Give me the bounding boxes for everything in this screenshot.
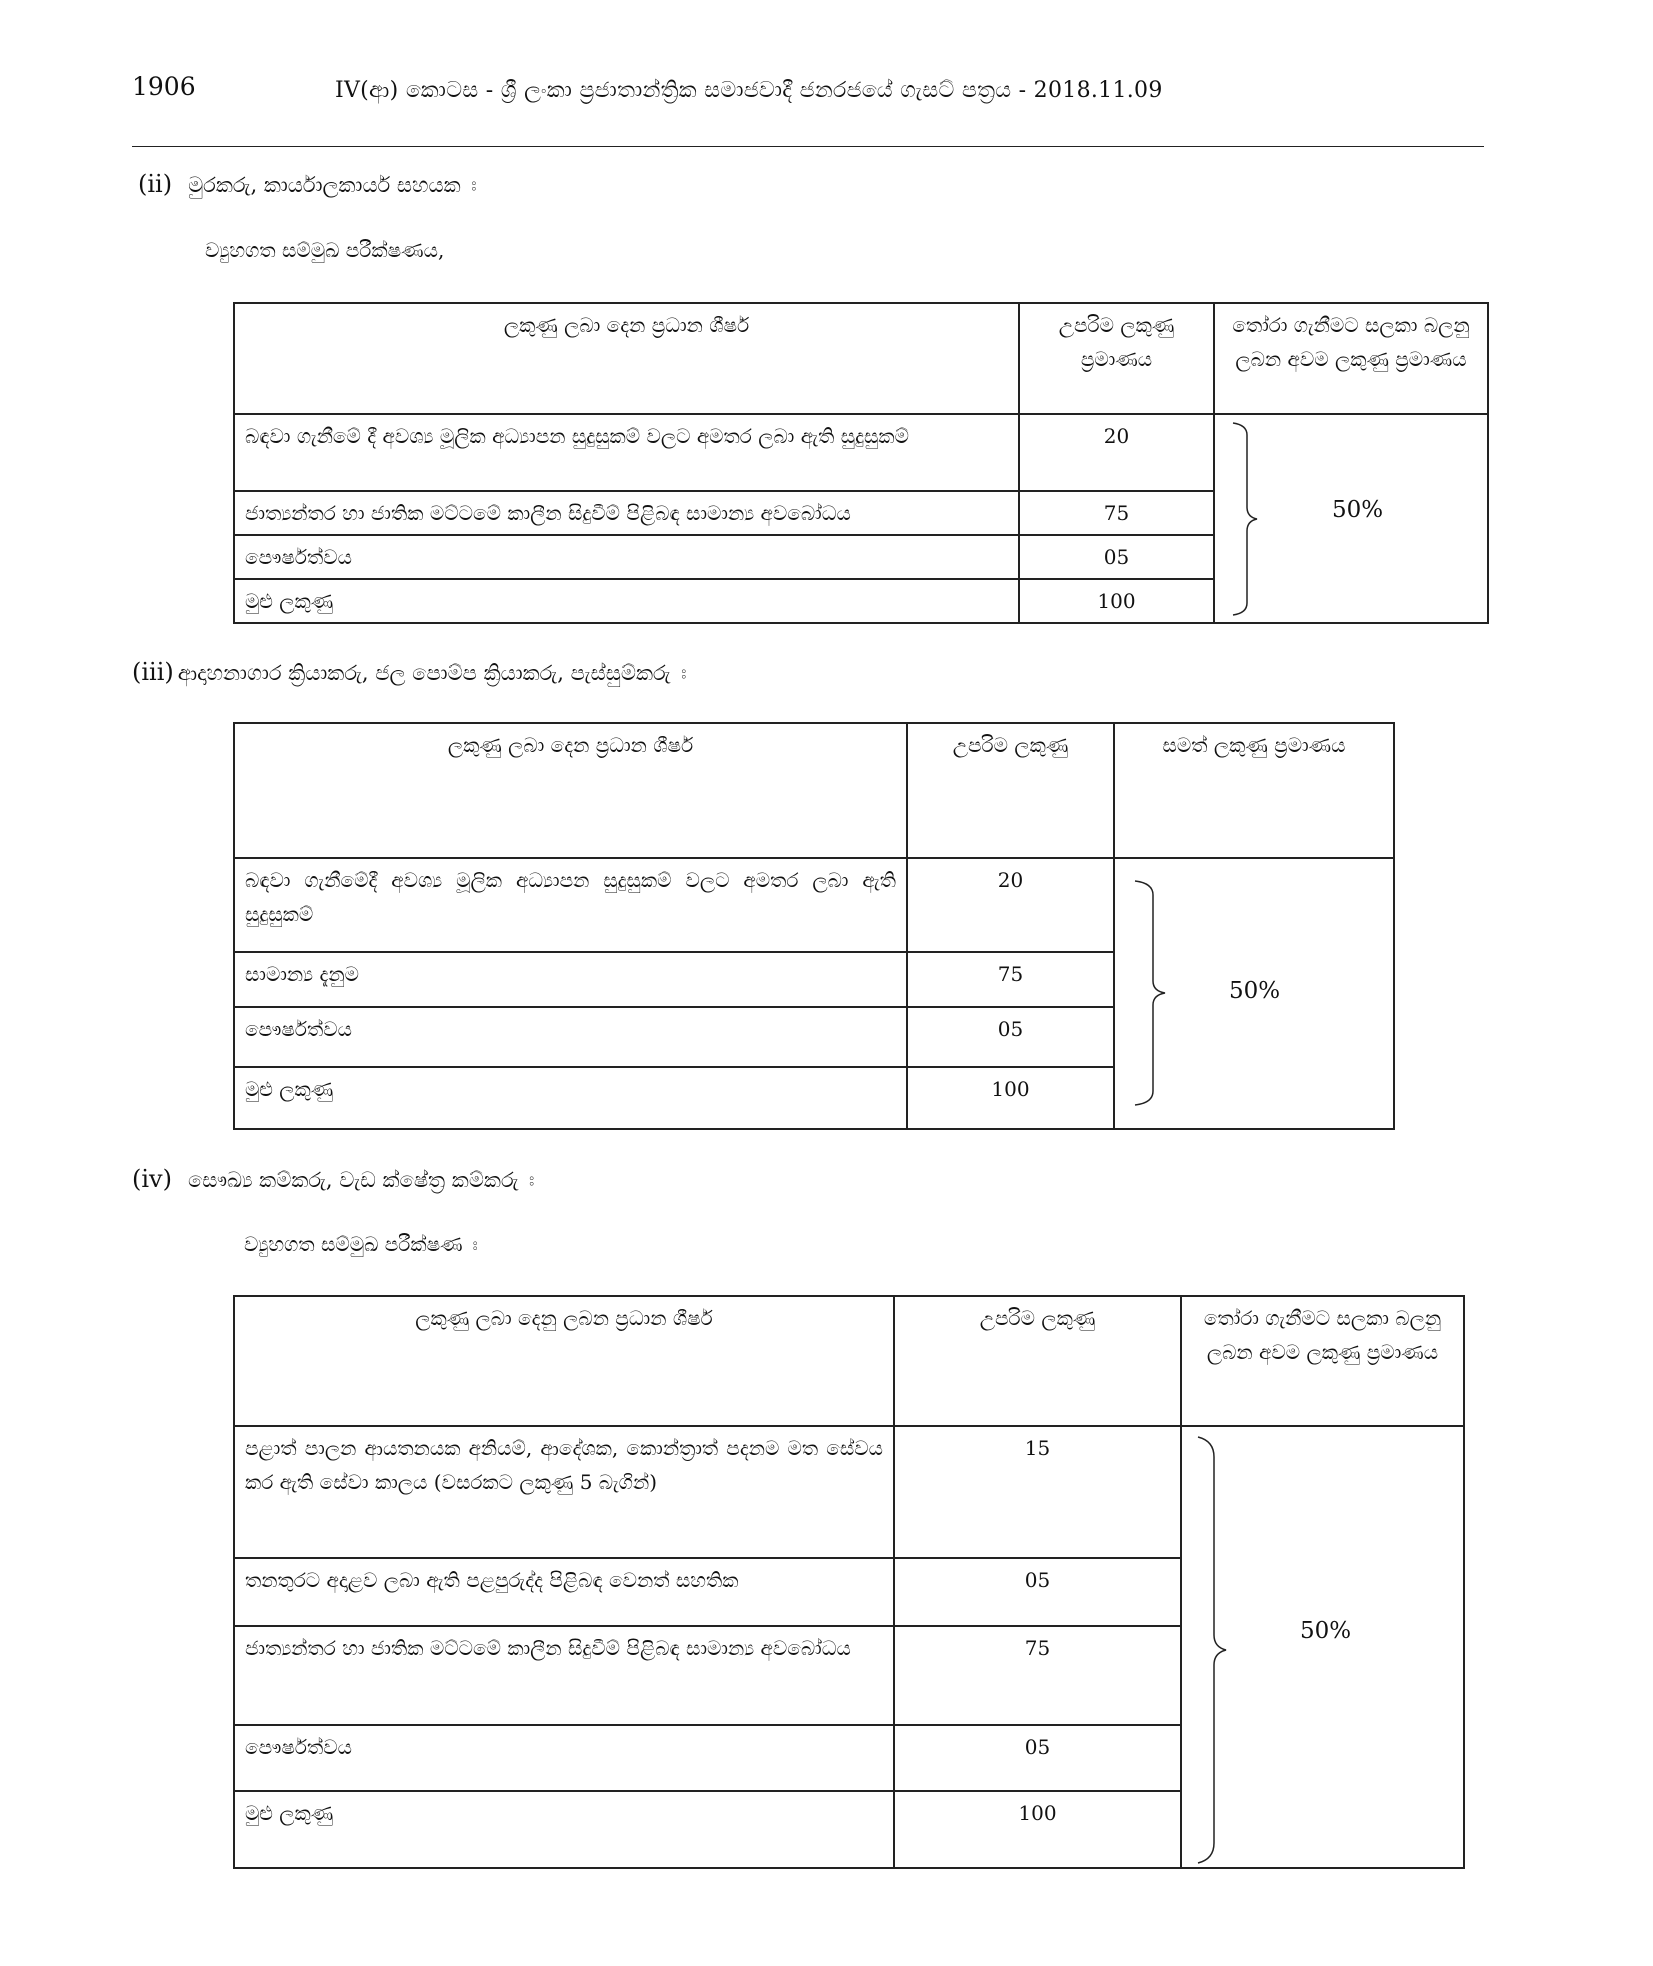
section-iii-table bbox=[233, 722, 1395, 1130]
right-brace-icon bbox=[1231, 421, 1271, 617]
max-marks-cell: 05 bbox=[894, 1725, 1181, 1791]
min-pass-cell bbox=[1114, 858, 1394, 1129]
subject-cell: පෞර්ෂත්වය bbox=[234, 1007, 907, 1067]
section-ii-table bbox=[233, 302, 1489, 624]
min-pass-percent: 50% bbox=[1229, 978, 1281, 1004]
max-marks-cell: 100 bbox=[907, 1067, 1114, 1129]
max-marks-cell: 75 bbox=[907, 952, 1114, 1007]
subject-cell: පෞර්ෂත්වය bbox=[234, 535, 1019, 579]
min-pass-percent: 50% bbox=[1332, 497, 1384, 523]
column-header: උපරිම ලකුණු bbox=[907, 723, 1114, 858]
max-marks-cell: 05 bbox=[894, 1558, 1181, 1626]
section-number: (iv) bbox=[132, 1165, 172, 1193]
section-number: (iii) bbox=[132, 658, 174, 686]
max-marks-cell: 75 bbox=[894, 1626, 1181, 1725]
max-marks-cell: 05 bbox=[1019, 535, 1214, 579]
section-number: (ii) bbox=[138, 170, 173, 198]
table-header-row bbox=[234, 723, 1394, 858]
table-header-row bbox=[234, 1296, 1464, 1426]
table-row bbox=[234, 1426, 1464, 1558]
column-header: ලකුණු ලබා දෙන ප්‍රධාන ශීර්ෂ bbox=[234, 723, 907, 858]
subject-cell: තනතුරට අදාළව ලබා ඇති පළපුරුද්ද පිළිබඳ වෙනත් සහතික bbox=[234, 1558, 894, 1626]
page-number: 1906 bbox=[132, 72, 196, 101]
column-header: උපරිම ලකුණු ප්‍රමාණය bbox=[1019, 303, 1214, 414]
subject-cell: පෞර්ෂත්වය bbox=[234, 1725, 894, 1791]
subject-cell: ජාත්‍යන්තර හා ජාතික මට්ටමේ කාලීන සිදුවීම් පිළිබඳ සාමාන්‍ය අවබෝධය bbox=[234, 1626, 894, 1725]
subject-cell: බඳවා ගැනීමේදී අවශ්‍ය මූලික අධ්‍යාපන සුදුසුකම් වලට අමතර ලබා ඇති සුදුසුකම් bbox=[234, 858, 907, 952]
max-marks-cell: 75 bbox=[1019, 491, 1214, 535]
max-marks-cell: 20 bbox=[907, 858, 1114, 952]
min-pass-cell bbox=[1214, 414, 1488, 623]
max-marks-cell: 100 bbox=[1019, 579, 1214, 623]
subject-cell: සාමාන්‍ය දැනුම bbox=[234, 952, 907, 1007]
section-title: ආදාහනාගාර ක්‍රියාකරු, ජල පොම්ප ක්‍රියාකරු, පැස්සුම්කරු ඃ bbox=[177, 661, 687, 685]
subject-cell: මුළු ලකුණු bbox=[234, 1067, 907, 1129]
section-title: මුරකරු, කාර්යාලකාර්ය සහයක ඃ bbox=[188, 173, 477, 197]
column-header: තෝරා ගැනීමට සලකා බලනු ලබන අවම ලකුණු ප්‍රමාණය bbox=[1181, 1296, 1464, 1426]
column-header: ලකුණු ලබා දෙනු ලබන ප්‍රධාන ශීර්ෂ bbox=[234, 1296, 894, 1426]
table-header-row bbox=[234, 303, 1488, 414]
section-iv-table bbox=[233, 1295, 1465, 1869]
right-brace-icon bbox=[1196, 1435, 1240, 1865]
subject-cell: පළාත් පාලන ආයතනයක අනියම්, ආදේශක, කොන්ත්‍රාත් පදනම මත සේවය කර ඇති සේවා කාලය (වසරකට ලකුණු 5 බැගින්) bbox=[234, 1426, 894, 1558]
section-title: සෞඛ්‍ය කම්කරු, වැඩ ක්ෂේත්‍ර කම්කරු ඃ bbox=[187, 1168, 535, 1192]
subject-cell: ජාත්‍යන්තර හා ජාතික මට්ටමේ කාලීන සිදුවීම් පිළිබඳ සාමාන්‍ය අවබෝධය bbox=[234, 491, 1019, 535]
subject-cell: මුළු ලකුණු bbox=[234, 579, 1019, 623]
max-marks-cell: 100 bbox=[894, 1791, 1181, 1868]
subject-cell: මුළු ලකුණු bbox=[234, 1791, 894, 1868]
max-marks-cell: 15 bbox=[894, 1426, 1181, 1558]
column-header: උපරිම ලකුණු bbox=[894, 1296, 1181, 1426]
gazette-title: IV(ආ) කොටස - ශ්‍රී ලංකා ප්‍රජාතාන්ත්‍රික සමාජවාදී ජනරජයේ ගැසට් පත්‍රය - 2018.11.09 bbox=[335, 78, 1163, 103]
page-header bbox=[0, 0, 1653, 150]
table-row bbox=[234, 414, 1488, 491]
section-iv-subtitle: ව්‍යුහගත සම්මුඛ පරීක්ෂණ ඃ bbox=[244, 1232, 478, 1256]
max-marks-cell: 05 bbox=[907, 1007, 1114, 1067]
table-row bbox=[234, 858, 1394, 952]
column-header: ලකුණු ලබා දෙන ප්‍රධාන ශීර්ෂ bbox=[234, 303, 1019, 414]
min-pass-percent: 50% bbox=[1300, 1618, 1352, 1644]
column-header: තෝරා ගැනීමට සලකා බලනු ලබන අවම ලකුණු ප්‍රමාණය bbox=[1214, 303, 1488, 414]
section-iii-heading bbox=[132, 658, 686, 686]
section-ii-heading bbox=[138, 170, 477, 198]
column-header: සමත් ලකුණු ප්‍රමාණය bbox=[1114, 723, 1394, 858]
section-ii-subtitle: ව්‍යුහගත සම්මුඛ පරීක්ෂණය, bbox=[205, 238, 445, 262]
header-divider bbox=[132, 146, 1484, 147]
subject-cell: බඳවා ගැනීමේ දී අවශ්‍ය මූලික අධ්‍යාපන සුදුසුකම් වලට අමතර ලබා ඇති සුදුසුකම් bbox=[234, 414, 1019, 491]
max-marks-cell: 20 bbox=[1019, 414, 1214, 491]
right-brace-icon bbox=[1133, 879, 1177, 1107]
min-pass-cell bbox=[1181, 1426, 1464, 1868]
section-iv-heading bbox=[132, 1165, 534, 1193]
